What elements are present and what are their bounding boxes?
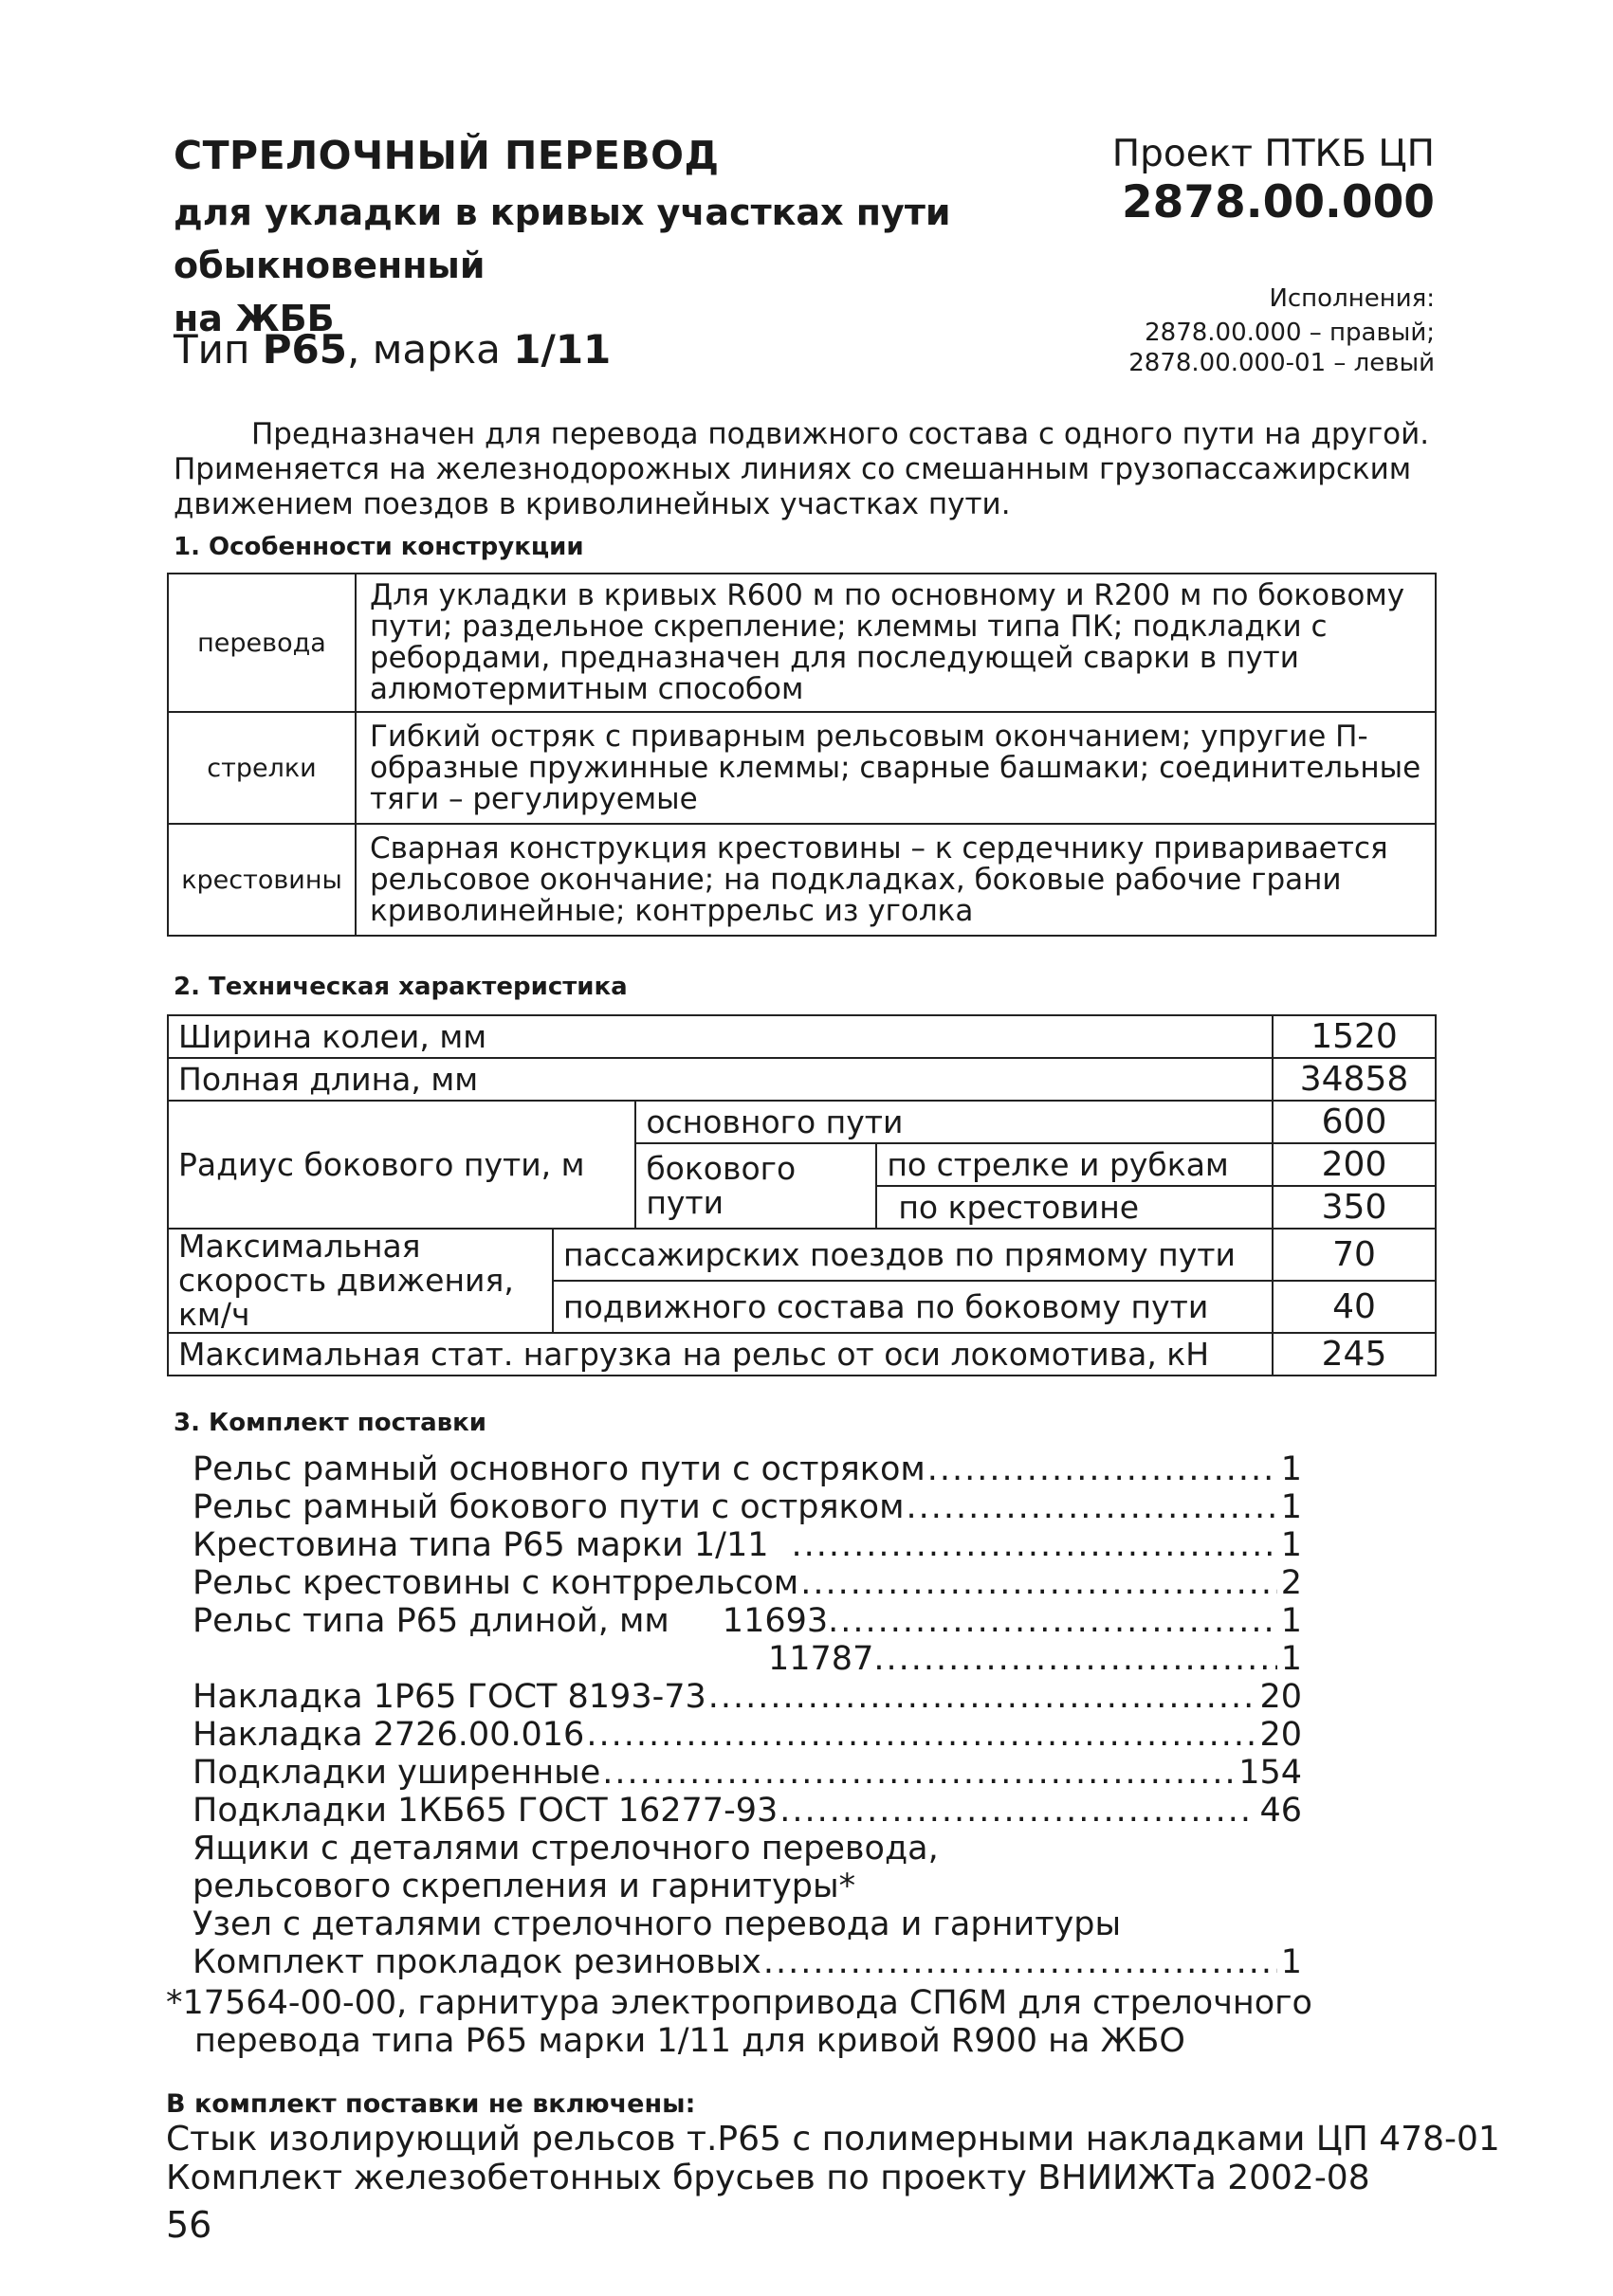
item-qty: 2 <box>1280 1564 1302 1602</box>
list-item-text: Ящики с деталями стрелочного перевода, <box>192 1830 939 1868</box>
spec-sublabel: бокового пути <box>635 1143 876 1229</box>
execution-right: 2878.00.000 – правый; <box>1145 319 1435 347</box>
feature-key: перевода <box>168 574 356 712</box>
item-label: Рельс рамный бокового пути с остряком <box>192 1488 905 1526</box>
item-qty: 154 <box>1238 1754 1302 1792</box>
table-row <box>168 574 1436 712</box>
list-item <box>192 1526 1302 1564</box>
switch-mark: 1/11 <box>513 326 612 373</box>
table-row <box>168 712 1436 824</box>
table-row <box>168 1101 1436 1143</box>
executions-label: Исполнения: <box>1269 284 1435 313</box>
list-item <box>192 1564 1302 1602</box>
table-row <box>168 1015 1436 1058</box>
subtitle-line: обыкновенный <box>174 245 486 286</box>
feature-value: Сварная конструкция крестовины – к сердечнику приваривается рельсовое окончание; на подкладках, боковые рабочие грани криволинейные; контррельс из уголка <box>356 824 1436 936</box>
section1-heading: 1. Особенности конструкции <box>174 533 584 561</box>
item-qty: 1 <box>1280 1488 1302 1526</box>
spec-sublabel: по стрелке и рубкам <box>876 1143 1273 1186</box>
table-row <box>168 824 1436 936</box>
switch-type <box>174 326 611 373</box>
excluded-item: Комплект железобетонных брусьев по проекту ВНИИЖТа 2002-08 <box>166 2159 1370 2197</box>
spec-value: 34858 <box>1273 1058 1436 1101</box>
document-subtitle <box>174 186 950 345</box>
page-number: 56 <box>166 2204 212 2246</box>
item-label: Подкладки 1КБ65 ГОСТ 16277-93 <box>192 1792 779 1830</box>
spec-label: Радиус бокового пути, м <box>168 1101 635 1229</box>
item-qty: 20 <box>1259 1678 1302 1716</box>
document-title: СТРЕЛОЧНЫЙ ПЕРЕВОД <box>174 133 720 178</box>
intro-text: Предназначен для перевода подвижного состава с одного пути на другой. Применяется на железнодорожных линиях со смешанным грузопассажирским движением поездов в криволинейных участках пути. <box>174 417 1430 521</box>
item-label: Накладка 1Р65 ГОСТ 8193-73 <box>192 1678 706 1716</box>
spec-label: Полная длина, мм <box>168 1058 1273 1101</box>
spec-label: Максимальная скорость движения, км/ч <box>168 1229 553 1333</box>
section2-heading: 2. Техническая характеристика <box>174 973 628 1001</box>
type-mid: , марка <box>347 326 514 373</box>
features-table <box>167 573 1437 937</box>
table-row <box>168 1333 1436 1376</box>
item-qty: 20 <box>1259 1716 1302 1754</box>
item-label: Подкладки уширенные <box>192 1754 601 1792</box>
list-item <box>192 1602 1302 1640</box>
table-row <box>168 1229 1436 1281</box>
item-qty: 1 <box>1280 1640 1302 1678</box>
list-item <box>192 1792 1302 1830</box>
excluded-heading: В комплект поставки не включены: <box>166 2089 696 2119</box>
item-label: Рельс рамный основного пути с остряком <box>192 1450 926 1488</box>
project-label: Проект ПТКБ ЦП <box>1111 133 1435 175</box>
spec-value: 70 <box>1273 1229 1436 1281</box>
specs-table <box>167 1014 1437 1376</box>
spec-value: 1520 <box>1273 1015 1436 1058</box>
item-qty: 1 <box>1280 1526 1302 1564</box>
execution-left: 2878.00.000-01 – левый <box>1128 349 1435 377</box>
feature-value: Для укладки в кривых R600 м по основному и R200 м по боковому пути; раздельное скрепление; клеммы типа ПК; подкладки с ребордами, предназначен для последующей сварки в пути алюмотермитным способом <box>356 574 1436 712</box>
list-item <box>192 1716 1302 1754</box>
item-qty: 1 <box>1280 1943 1302 1981</box>
excluded-list <box>166 2120 1500 2197</box>
project-number: 2878.00.000 <box>1121 176 1435 228</box>
spec-value: 40 <box>1273 1281 1436 1333</box>
list-item <box>192 1450 1302 1488</box>
item-label: Рельс крестовины с контррельсом <box>192 1564 799 1602</box>
rail-type: Р65 <box>262 326 347 373</box>
type-prefix: Тип <box>174 326 263 373</box>
feature-value: Гибкий остряк с приварным рельсовым окончанием; упругие П-образные пружинные клеммы; сварные башмаки; соединительные тяги – регулируемые <box>356 712 1436 824</box>
spec-label: Ширина колеи, мм <box>168 1015 1273 1058</box>
item-label: Накладка 2726.00.016 <box>192 1716 585 1754</box>
list-item <box>192 1488 1302 1526</box>
item-qty: 1 <box>1280 1602 1302 1640</box>
feature-key: стрелки <box>168 712 356 824</box>
spec-value: 350 <box>1273 1186 1436 1229</box>
list-item <box>192 1678 1302 1716</box>
rail-length: 11787 <box>768 1640 874 1678</box>
item-label: Рельс типа Р65 длиной, мм <box>192 1602 669 1640</box>
spec-sublabel: основного пути <box>635 1101 1273 1143</box>
footnote-line: *17564-00-00, гарнитура электропривода СП6М для стрелочного <box>166 1984 1312 2022</box>
subtitle-line: на ЖББ <box>174 298 335 339</box>
spec-sublabel: пассажирских поездов по прямому пути <box>553 1229 1273 1281</box>
item-label: Комплект прокладок резиновых <box>192 1943 761 1981</box>
spec-sublabel: по крестовине <box>876 1186 1273 1229</box>
list-item-text: рельсового скрепления и гарнитуры* <box>192 1868 856 1905</box>
rail-length: 11693 <box>722 1602 829 1640</box>
feature-key: крестовины <box>168 824 356 936</box>
list-item <box>192 1754 1302 1792</box>
spec-value: 200 <box>1273 1143 1436 1186</box>
footnote-line: перевода типа Р65 марки 1/11 для кривой R900 на ЖБО <box>194 2022 1185 2060</box>
spec-sublabel: подвижного состава по боковому пути <box>553 1281 1273 1333</box>
spec-label: Максимальная стат. нагрузка на рельс от оси локомотива, кН <box>168 1333 1273 1376</box>
intro-paragraph <box>174 417 1444 522</box>
delivery-list <box>192 1450 1302 1981</box>
list-item <box>192 1640 1302 1678</box>
spec-value: 600 <box>1273 1101 1436 1143</box>
section3-heading: 3. Комплект поставки <box>174 1409 486 1437</box>
item-qty: 1 <box>1280 1450 1302 1488</box>
footnote <box>166 1984 1312 2060</box>
table-row <box>168 1058 1436 1101</box>
list-item <box>192 1943 1302 1981</box>
list-item-text: Узел с деталями стрелочного перевода и гарнитуры <box>192 1905 1122 1943</box>
item-label: Крестовина типа Р65 марки 1/11 <box>192 1526 769 1564</box>
subtitle-line: для укладки в кривых участках пути <box>174 191 951 233</box>
excluded-item: Стык изолирующий рельсов т.Р65 с полимерными накладками ЦП 478-01 <box>166 2120 1500 2159</box>
spec-value: 245 <box>1273 1333 1436 1376</box>
item-qty: 46 <box>1259 1792 1302 1830</box>
